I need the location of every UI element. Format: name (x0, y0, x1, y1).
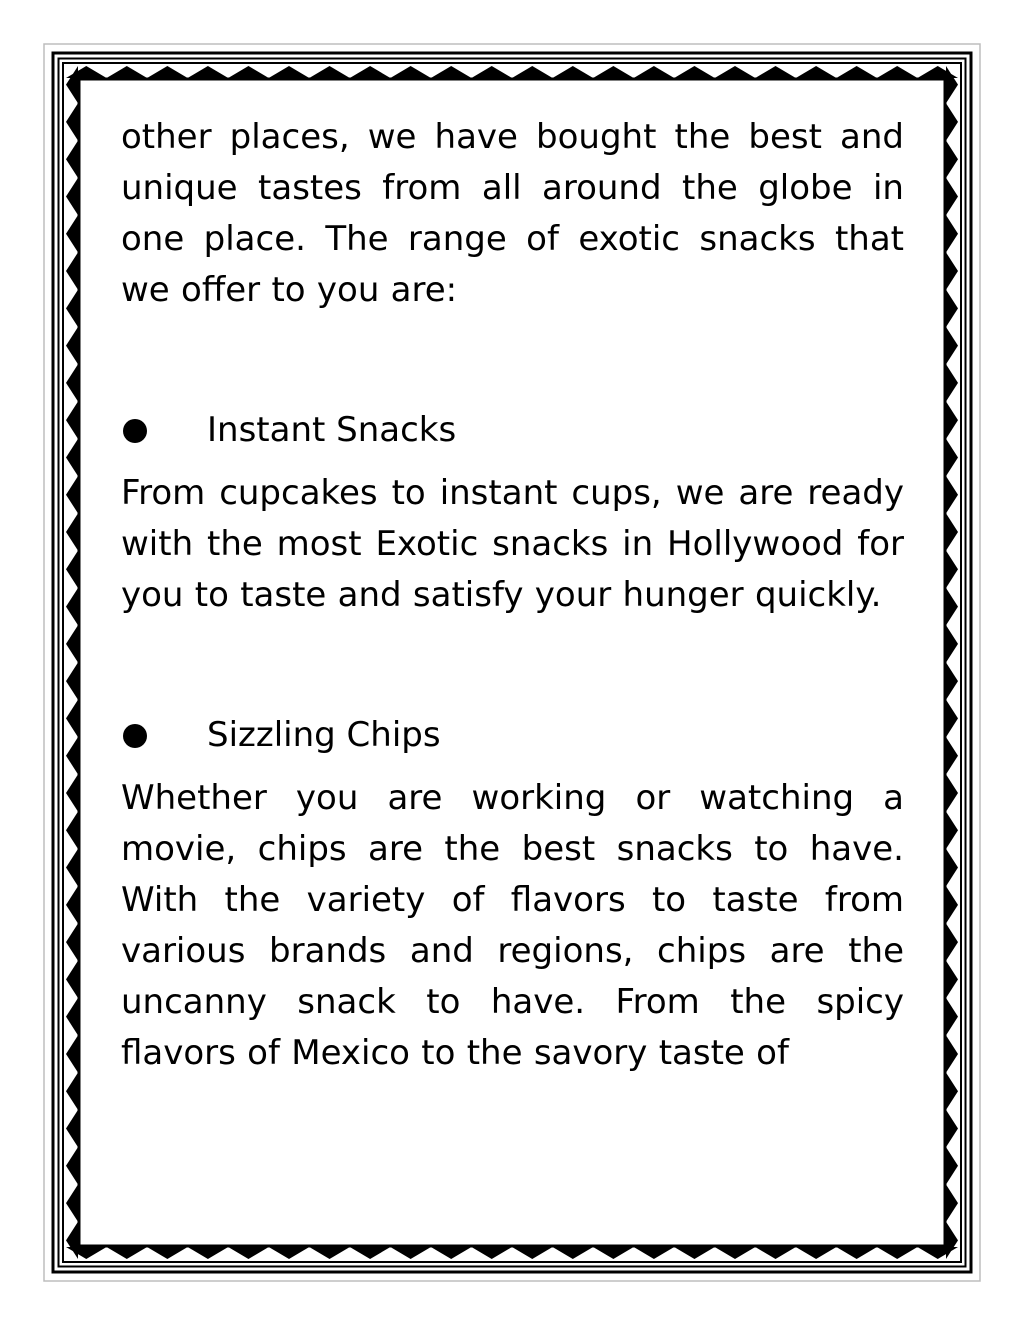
border-triangle (946, 290, 958, 327)
border-triangle (147, 66, 188, 78)
border-triangle (946, 812, 958, 849)
border-triangle (946, 364, 958, 401)
border-triangle (66, 402, 78, 439)
border-triangle (946, 476, 958, 513)
border-triangle (946, 1147, 958, 1184)
border-triangle (715, 66, 756, 78)
border-triangle (946, 215, 958, 252)
border-triangle (553, 66, 594, 78)
border-triangle (309, 66, 350, 78)
border-triangle (593, 1247, 634, 1259)
border-triangle (66, 290, 78, 327)
border-triangle (946, 66, 958, 103)
section-paragraph: From cupcakes to instant cups, we are ready with the most Exotic snacks in Hollywood for you to taste and satisfy your hunger quickly. (121, 473, 904, 615)
border-triangle (66, 625, 78, 662)
border-triangle (66, 215, 78, 252)
border-triangle (634, 66, 675, 78)
border-triangle (877, 1247, 918, 1259)
border-triangle (107, 1247, 148, 1259)
border-triangle (309, 1247, 350, 1259)
border-triangle (188, 66, 229, 78)
border-triangle (946, 439, 958, 476)
border-triangle (836, 66, 877, 78)
bullet-icon (123, 724, 147, 748)
border-triangle (66, 103, 78, 140)
border-triangle (946, 737, 958, 774)
border-triangle (66, 252, 78, 289)
border-triangle (755, 66, 796, 78)
border-triangle (512, 1247, 553, 1259)
border-triangle (66, 1110, 78, 1147)
border-triangle (715, 1247, 756, 1259)
border-triangle (107, 66, 148, 78)
border-triangle (66, 178, 78, 215)
border-triangle (66, 663, 78, 700)
border-triangle (946, 663, 958, 700)
border-triangle (946, 327, 958, 364)
border-triangle (674, 1247, 715, 1259)
border-triangle (431, 1247, 472, 1259)
border-triangle (755, 1247, 796, 1259)
border-triangle (674, 66, 715, 78)
border-triangle (946, 551, 958, 588)
border-triangle (946, 849, 958, 886)
border-triangle (66, 1147, 78, 1184)
border-triangle (350, 1247, 391, 1259)
border-triangle (553, 1247, 594, 1259)
border-triangle (66, 476, 78, 513)
border-triangle (188, 1247, 229, 1259)
border-triangle (471, 1247, 512, 1259)
border-triangle (946, 178, 958, 215)
list-item (121, 710, 904, 761)
section-heading: Instant Snacks (207, 410, 457, 450)
border-triangle (66, 812, 78, 849)
border-triangle (66, 1035, 78, 1072)
border-triangle (66, 774, 78, 811)
border-triangle (946, 1035, 958, 1072)
section-heading: Sizzling Chips (207, 715, 441, 755)
border-triangle (66, 66, 78, 103)
border-triangle (66, 961, 78, 998)
border-triangle (66, 1222, 78, 1259)
border-triangle (471, 66, 512, 78)
border-triangle (946, 923, 958, 960)
border-triangle (66, 327, 78, 364)
intro-paragraph: other places, we have bought the best and unique tastes from all around the globe in one place. The range of exotic snacks that we offer to you are: (121, 117, 904, 310)
border-triangle (634, 1247, 675, 1259)
border-triangle (836, 1247, 877, 1259)
border-triangle (66, 886, 78, 923)
border-triangle (66, 700, 78, 737)
border-triangle (228, 66, 269, 78)
border-triangle (66, 588, 78, 625)
border-triangle (66, 923, 78, 960)
list-item (121, 405, 904, 456)
border-triangle (390, 1247, 431, 1259)
bullet-icon (123, 419, 147, 443)
border-triangle (946, 402, 958, 439)
border-triangle (66, 551, 78, 588)
border-triangle (269, 66, 310, 78)
border-triangle (946, 1073, 958, 1110)
border-triangle (946, 961, 958, 998)
document-body (121, 112, 904, 1079)
section-paragraph: Whether you are working or watching a movie, chips are the best snacks to have. With the variety of flavors to taste from various brands and regions, chips are the uncanny snack to have. From the spicy flavors of Mexico to the savory taste of (121, 778, 904, 1073)
border-triangle (796, 66, 837, 78)
border-triangle (66, 1073, 78, 1110)
border-triangle (946, 998, 958, 1035)
border-triangle (946, 103, 958, 140)
border-triangle (431, 66, 472, 78)
border-triangle (512, 66, 553, 78)
border-triangle (390, 66, 431, 78)
border-triangle (946, 1184, 958, 1221)
border-triangle (350, 66, 391, 78)
border-triangle (66, 364, 78, 401)
border-triangle (66, 737, 78, 774)
border-triangle (946, 252, 958, 289)
border-triangle (269, 1247, 310, 1259)
border-triangle (946, 513, 958, 550)
border-triangle (877, 66, 918, 78)
border-triangle (66, 141, 78, 178)
border-triangle (66, 998, 78, 1035)
border-triangle (228, 1247, 269, 1259)
border-triangle (946, 700, 958, 737)
border-triangle (946, 774, 958, 811)
border-triangle (796, 1247, 837, 1259)
border-triangle (946, 141, 958, 178)
border-triangle (946, 588, 958, 625)
border-triangle (66, 513, 78, 550)
border-triangle (66, 439, 78, 476)
border-triangle (593, 66, 634, 78)
border-triangle (66, 849, 78, 886)
border-triangle (946, 625, 958, 662)
border-triangle (946, 1110, 958, 1147)
border-triangle (946, 1222, 958, 1259)
border-triangle (147, 1247, 188, 1259)
border-triangle (946, 886, 958, 923)
border-triangle (66, 1184, 78, 1221)
